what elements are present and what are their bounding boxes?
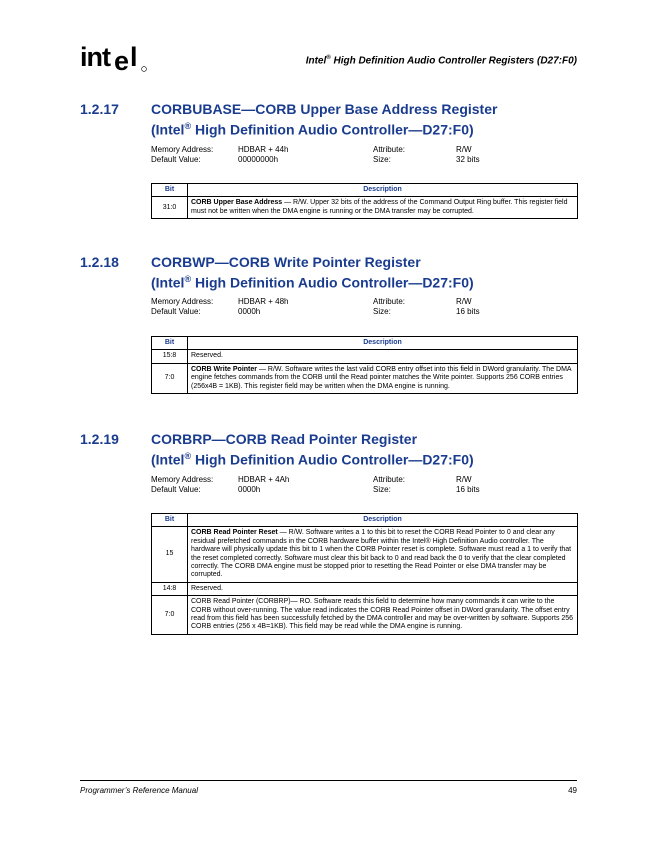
description-header: Description <box>188 184 578 197</box>
bit-header: Bit <box>152 514 188 527</box>
description-header: Description <box>188 514 578 527</box>
register-table <box>151 183 578 219</box>
section-title: CORBUBASE—CORB Upper Base Address Register (Intel® High Definition Audio Controller—D27:F0) <box>151 101 498 138</box>
svg-text:int: int <box>80 42 110 72</box>
running-header: Intel® High Definition Audio Controller Registers (D27:F0) <box>305 55 577 67</box>
section-title: CORBRP—CORB Read Pointer Register (Intel® High Definition Audio Controller—D27:F0) <box>151 431 474 468</box>
bit-header: Bit <box>152 337 188 350</box>
description-header: Description <box>188 337 578 350</box>
footer-manual-title: Programmer’s Reference Manual <box>80 786 198 795</box>
register-table <box>151 513 578 635</box>
section-corbubase: 1.2.17 CORBUBASE—CORB Upper Base Address Register (Intel® High Definition Audio Controller—D27:F0) Memory Address: HDBAR + 44h Attribute: R/W Default Value: 00000000h Size: 32 bits Bit Description 31:0 CORB Upper Base Address — R/W. Upper 32 bits of the address of the Command Output Ring buffer. This register field must not be written when the DMA engine is running or the DMA transfer may be corrupted. <box>80 101 580 241</box>
table-row: 7:0 CORB Read Pointer (CORBRP)— RO. Software reads this field to determine how many commands it can write to the CORB without over-running. The value read indicates the CORB Read Pointer offset in DWord granularity. The offset entry read from this field has been successfully fetched by the DMA controller and may be over-written by software. Supports 256 CORB entries (256 x 4B=1KB). This field may be read while the DMA engine is running. <box>152 596 578 635</box>
section-title: CORBWP—CORB Write Pointer Register (Intel® High Definition Audio Controller—D27:F0) <box>151 254 474 291</box>
svg-text:l: l <box>130 42 138 72</box>
svg-text:e: e <box>114 46 130 74</box>
table-row: 15:8 Reserved. <box>152 350 578 363</box>
section-number: 1.2.19 <box>80 431 119 447</box>
intel-logo <box>80 40 150 74</box>
table-row: 14:8 Reserved. <box>152 582 578 595</box>
section-corbrp: 1.2.19 CORBRP—CORB Read Pointer Register (Intel® High Definition Audio Controller—D27:F0) Memory Address: HDBAR + 4Ah Attribute: R/W Default Value: 0000h Size: 16 bits Bit Description 15 CORB Read Pointer Reset — R/W. Software writes a 1 to this bit to reset the CORB Read Pointer to 0 and clear any residual prefetched commands in the CORB hardware buffer within the Intel® High Definition Audio controller. The hardware will physically update this bit to 1 when the CORB Pointer reset is complete. Software must read a 1 to verify that the reset completed correctly. Software must clear this bit back to 0 and read back the 0 to verify that the clear completed correctly. The CORB DMA engine must be stopped prior to resetting the Read Pointer or else DMA transfer may be corrupted. 14:8 Reserved. 7:0 CORB Read Pointer (CORBRP)— RO. Software reads this field to determine how many commands it can write to the CORB without over-running. The value read indicates the CORB Read Pointer offset in DWord granularity. The offset entry read from this field has been successfully fetched by the DMA controller and may be over-written by software. Supports 256 CORB entries (256 x 4B=1KB). This field may be read while the DMA engine is running. <box>80 431 580 681</box>
section-corbwp: 1.2.18 CORBWP—CORB Write Pointer Register (Intel® High Definition Audio Controller—D27:F0) Memory Address: HDBAR + 48h Attribute: R/W Default Value: 0000h Size: 16 bits Bit Description 15:8 Reserved. 7:0 CORB Write Pointer — R/W. Software writes the last valid CORB entry offset into this field in DWord granularity. The DMA engine fetches commands from the CORB until the Read pointer matches the Write pointer. Supports 256 CORB entries (256x4B = 1KB). This register field may be written when the DMA engine is running. <box>80 254 580 424</box>
table-row: 7:0 CORB Write Pointer — R/W. Software writes the last valid CORB entry offset into this field in DWord granularity. The DMA engine fetches commands from the CORB until the Read pointer matches the Write pointer. Supports 256 CORB entries (256x4B = 1KB). This register field may be written when the DMA engine is running. <box>152 363 578 393</box>
register-table <box>151 336 578 394</box>
section-number: 1.2.17 <box>80 101 119 117</box>
section-number: 1.2.18 <box>80 254 119 270</box>
page-number: 49 <box>568 786 577 795</box>
table-row: 15 CORB Read Pointer Reset — R/W. Software writes a 1 to this bit to reset the CORB Read Pointer to 0 and clear any residual prefetched commands in the CORB hardware buffer within the Intel® High Definition Audio controller. The hardware will physically update this bit to 1 when the CORB Pointer reset is complete. Software must read a 1 to verify that the reset completed correctly. Software must clear this bit back to 0 and read back the 0 to verify that the clear completed correctly. The CORB DMA engine must be stopped prior to resetting the Read Pointer or else DMA transfer may be corrupted. <box>152 527 578 582</box>
bit-header: Bit <box>152 184 188 197</box>
table-row: 31:0 CORB Upper Base Address — R/W. Upper 32 bits of the address of the Command Output Ring buffer. This register field must not be written when the DMA engine is running or the DMA transfer may be corrupted. <box>152 197 578 219</box>
footer-rule <box>80 780 577 781</box>
